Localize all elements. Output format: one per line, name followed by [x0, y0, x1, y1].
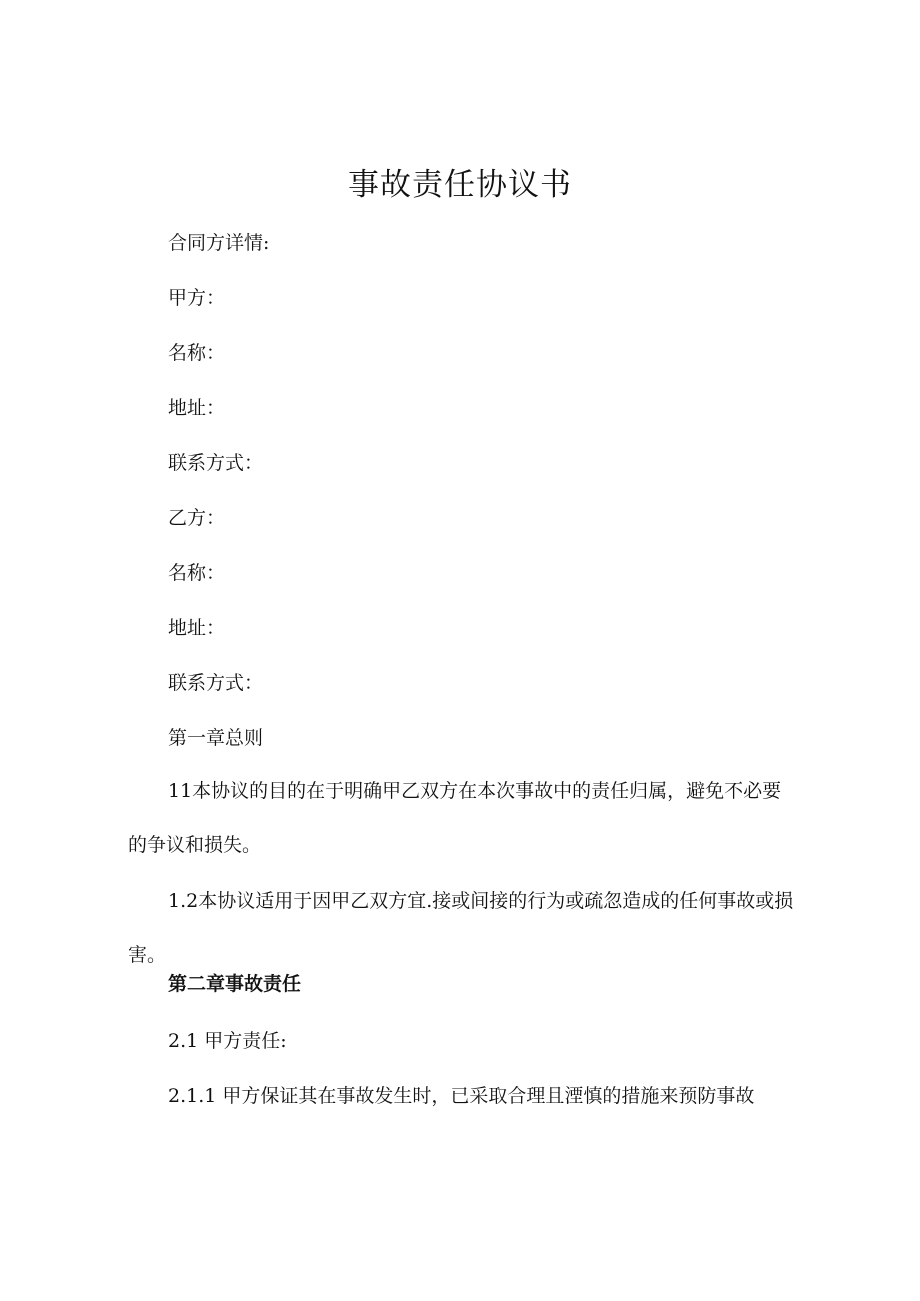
party-b-label: 乙方：	[168, 507, 226, 529]
clause-1-2: 1.2本协议适用于因甲乙双方宜.接或间接的行为或疏忽造成的任何事故或损害。	[128, 890, 794, 966]
party-a-address-label: 地址：	[168, 397, 226, 419]
chapter2-heading: 第二章事故责任	[168, 973, 302, 995]
clause-2-1-1: 2.1.1 甲方保证其在事故发生时，已采取合理且湮慎的措施来预防事故	[168, 1085, 755, 1107]
parties-heading: 合同方详情:	[168, 232, 270, 254]
party-a-contact-label: 联系方式：	[168, 452, 264, 474]
clause-1-1: 11本协议的目的在于明确甲乙双方在本次事故中的责任归属，避免不必要的争议和损失。	[128, 780, 782, 856]
party-b-address-label: 地址：	[168, 617, 226, 639]
party-a-name-label: 名称：	[168, 342, 226, 364]
party-b-name-label: 名称：	[168, 562, 226, 584]
chapter1-heading: 第一章总则	[168, 727, 264, 749]
party-b-contact-label: 联系方式：	[168, 672, 264, 694]
document-title: 事故责任协议书	[348, 167, 572, 203]
clause-2-1: 2.1 甲方责任:	[168, 1030, 287, 1052]
party-a-label: 甲方：	[168, 287, 226, 309]
